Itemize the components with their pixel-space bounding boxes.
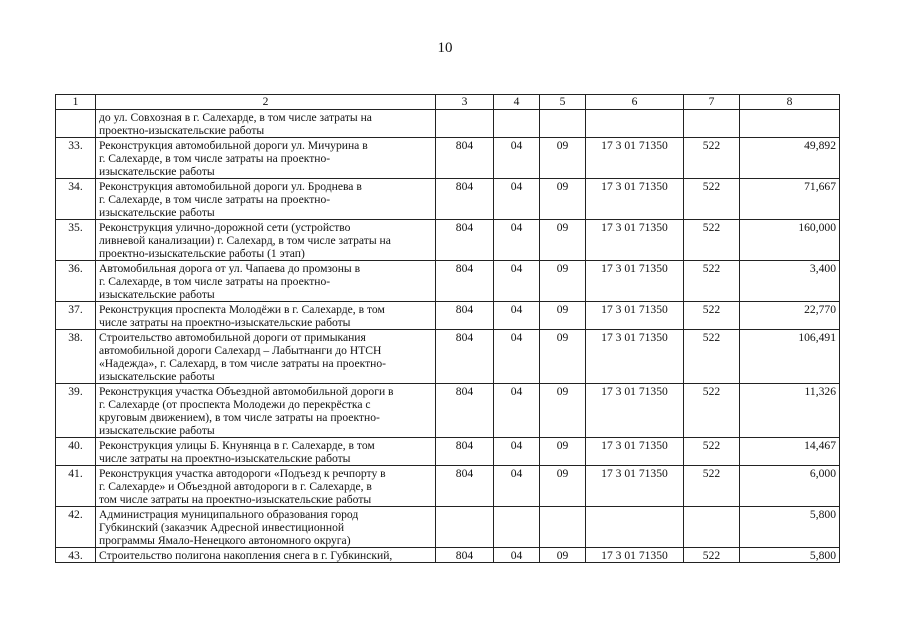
row-amount: 22,770 (740, 302, 840, 330)
row-number: 38. (56, 330, 96, 384)
row-subsection-code: 09 (540, 138, 586, 179)
table-row (56, 466, 840, 507)
row-subsection-code: 09 (540, 330, 586, 384)
table-row (56, 330, 840, 384)
row-target-article: 17 3 01 71350 (586, 302, 684, 330)
row-subsection-code (540, 110, 586, 138)
description-line: числе затраты на проектно-изыскательские работы (99, 452, 351, 465)
description-line: изыскательские работы (99, 206, 215, 219)
description-line: проектно-изыскательские работы (1 этап) (99, 247, 305, 260)
table-row (56, 110, 840, 138)
description-line: Реконструкция автомобильной дороги ул. Броднева в (99, 180, 362, 193)
row-section-code: 04 (494, 330, 540, 384)
row-ministry-code: 804 (436, 261, 494, 302)
row-target-article: 17 3 01 71350 (586, 261, 684, 302)
description-line: автомобильной дороги Салехард – Лабытнанги до НТСН (99, 344, 382, 357)
row-number (56, 110, 96, 138)
description-line: Реконструкция проспекта Молодёжи в г. Салехарде, в том (99, 303, 385, 316)
table-row (56, 179, 840, 220)
description-line: изыскательские работы (99, 288, 215, 301)
description-line: изыскательские работы (99, 424, 215, 437)
row-amount: 71,667 (740, 179, 840, 220)
row-description (96, 220, 436, 261)
row-section-code: 04 (494, 302, 540, 330)
row-target-article: 17 3 01 71350 (586, 384, 684, 438)
row-amount: 11,326 (740, 384, 840, 438)
row-subsection-code: 09 (540, 179, 586, 220)
row-subsection-code (540, 507, 586, 548)
table-row (56, 220, 840, 261)
row-description (96, 138, 436, 179)
row-target-article: 17 3 01 71350 (586, 138, 684, 179)
row-amount: 106,491 (740, 330, 840, 384)
header-col-8: 8 (740, 95, 840, 110)
header-col-5: 5 (540, 95, 586, 110)
row-amount: 6,000 (740, 466, 840, 507)
row-number: 34. (56, 179, 96, 220)
row-ministry-code (436, 507, 494, 548)
description-line: изыскательские работы (99, 165, 215, 178)
row-amount: 49,892 (740, 138, 840, 179)
description-line: Реконструкция участка Объездной автомобильной дороги в (99, 385, 394, 398)
row-expense-type: 522 (684, 179, 740, 220)
row-number: 37. (56, 302, 96, 330)
row-number: 36. (56, 261, 96, 302)
row-expense-type: 522 (684, 261, 740, 302)
row-number: 39. (56, 384, 96, 438)
row-subsection-code: 09 (540, 302, 586, 330)
description-line: до ул. Совхозная в г. Салехарде, в том числе затраты на (99, 111, 372, 124)
row-target-article: 17 3 01 71350 (586, 466, 684, 507)
row-amount: 5,800 (740, 507, 840, 548)
row-description (96, 302, 436, 330)
row-ministry-code: 804 (436, 438, 494, 466)
row-amount: 3,400 (740, 261, 840, 302)
description-line: Реконструкция улицы Б. Кнунянца в г. Салехарде, в том (99, 439, 375, 452)
row-subsection-code: 09 (540, 261, 586, 302)
row-expense-type: 522 (684, 438, 740, 466)
row-subsection-code: 09 (540, 220, 586, 261)
row-section-code: 04 (494, 548, 540, 563)
row-section-code: 04 (494, 138, 540, 179)
row-description (96, 261, 436, 302)
table-row (56, 438, 840, 466)
row-section-code (494, 110, 540, 138)
row-ministry-code: 804 (436, 384, 494, 438)
row-description (96, 548, 436, 563)
row-description (96, 507, 436, 548)
description-line: числе затраты на проектно-изыскательские работы (99, 316, 351, 329)
row-expense-type: 522 (684, 138, 740, 179)
description-line: г. Салехарде» и Объездной автодороги в г. Салехарде, в (99, 480, 372, 493)
row-target-article (586, 110, 684, 138)
description-line: ливневой канализации) г. Салехард, в том числе затраты на (99, 234, 391, 247)
row-expense-type (684, 110, 740, 138)
row-section-code: 04 (494, 220, 540, 261)
description-line: Губкинский (заказчик Адресной инвестиционной (99, 521, 345, 534)
row-target-article: 17 3 01 71350 (586, 330, 684, 384)
row-target-article: 17 3 01 71350 (586, 179, 684, 220)
page-number: 10 (437, 40, 453, 56)
header-col-2: 2 (96, 95, 436, 110)
row-expense-type: 522 (684, 466, 740, 507)
row-expense-type: 522 (684, 302, 740, 330)
row-ministry-code (436, 110, 494, 138)
description-line: том числе затраты на проектно-изыскательские работы (99, 493, 372, 506)
table-row (56, 548, 840, 563)
row-section-code: 04 (494, 438, 540, 466)
row-expense-type: 522 (684, 384, 740, 438)
description-line: программы Ямало-Ненецкого автономного округа) (99, 534, 351, 547)
header-col-7: 7 (684, 95, 740, 110)
header-col-4: 4 (494, 95, 540, 110)
budget-table (55, 94, 840, 563)
row-section-code (494, 507, 540, 548)
header-col-3: 3 (436, 95, 494, 110)
table-row (56, 261, 840, 302)
row-number: 42. (56, 507, 96, 548)
row-description (96, 179, 436, 220)
row-ministry-code: 804 (436, 138, 494, 179)
description-line: изыскательские работы (99, 370, 215, 383)
description-line: проектно-изыскательские работы (99, 124, 265, 137)
description-line: «Надежда», г. Салехард, в том числе затраты на проектно- (99, 357, 387, 370)
row-number: 41. (56, 466, 96, 507)
row-expense-type: 522 (684, 220, 740, 261)
table-row (56, 384, 840, 438)
row-subsection-code: 09 (540, 466, 586, 507)
row-section-code: 04 (494, 261, 540, 302)
description-line: г. Салехарде, в том числе затраты на проектно- (99, 152, 331, 165)
table-row (56, 507, 840, 548)
row-section-code: 04 (494, 384, 540, 438)
row-ministry-code: 804 (436, 220, 494, 261)
header-col-1: 1 (56, 95, 96, 110)
row-subsection-code: 09 (540, 438, 586, 466)
row-ministry-code: 804 (436, 548, 494, 563)
description-line: Администрация муниципального образования город (99, 508, 359, 521)
row-section-code: 04 (494, 179, 540, 220)
row-ministry-code: 804 (436, 302, 494, 330)
description-line: Реконструкция улично-дорожной сети (устройство (99, 221, 351, 234)
row-amount: 160,000 (740, 220, 840, 261)
description-line: Реконструкция участка автодороги «Подъезд к речпорту в (99, 467, 386, 480)
row-description (96, 110, 436, 138)
row-number: 35. (56, 220, 96, 261)
row-subsection-code: 09 (540, 548, 586, 563)
row-description (96, 384, 436, 438)
header-row (56, 95, 840, 110)
row-description (96, 466, 436, 507)
row-number: 43. (56, 548, 96, 563)
row-ministry-code: 804 (436, 466, 494, 507)
row-expense-type: 522 (684, 548, 740, 563)
table-row (56, 302, 840, 330)
row-ministry-code: 804 (436, 179, 494, 220)
table-row (56, 138, 840, 179)
description-line: г. Салехарде (от проспекта Молодежи до перекрёстка с (99, 398, 371, 411)
row-number: 40. (56, 438, 96, 466)
description-line: Строительство автомобильной дороги от примыкания (99, 331, 366, 344)
row-expense-type: 522 (684, 330, 740, 384)
row-target-article: 17 3 01 71350 (586, 438, 684, 466)
row-description (96, 438, 436, 466)
row-target-article (586, 507, 684, 548)
row-target-article: 17 3 01 71350 (586, 548, 684, 563)
description-line: Автомобильная дорога от ул. Чапаева до промзоны в (99, 262, 361, 275)
row-description (96, 330, 436, 384)
row-expense-type (684, 507, 740, 548)
description-line: г. Салехарде, в том числе затраты на проектно- (99, 275, 331, 288)
row-ministry-code: 804 (436, 330, 494, 384)
row-amount: 14,467 (740, 438, 840, 466)
row-amount (740, 110, 840, 138)
description-line: круговым движением), в том числе затраты на проектно- (99, 411, 380, 424)
row-amount: 5,800 (740, 548, 840, 563)
description-line: Реконструкция автомобильной дороги ул. Мичурина в (99, 139, 368, 152)
header-col-6: 6 (586, 95, 684, 110)
description-line: Строительство полигона накопления снега в г. Губкинский, (99, 549, 393, 562)
row-target-article: 17 3 01 71350 (586, 220, 684, 261)
row-subsection-code: 09 (540, 384, 586, 438)
row-number: 33. (56, 138, 96, 179)
description-line: г. Салехарде, в том числе затраты на проектно- (99, 193, 331, 206)
row-section-code: 04 (494, 466, 540, 507)
